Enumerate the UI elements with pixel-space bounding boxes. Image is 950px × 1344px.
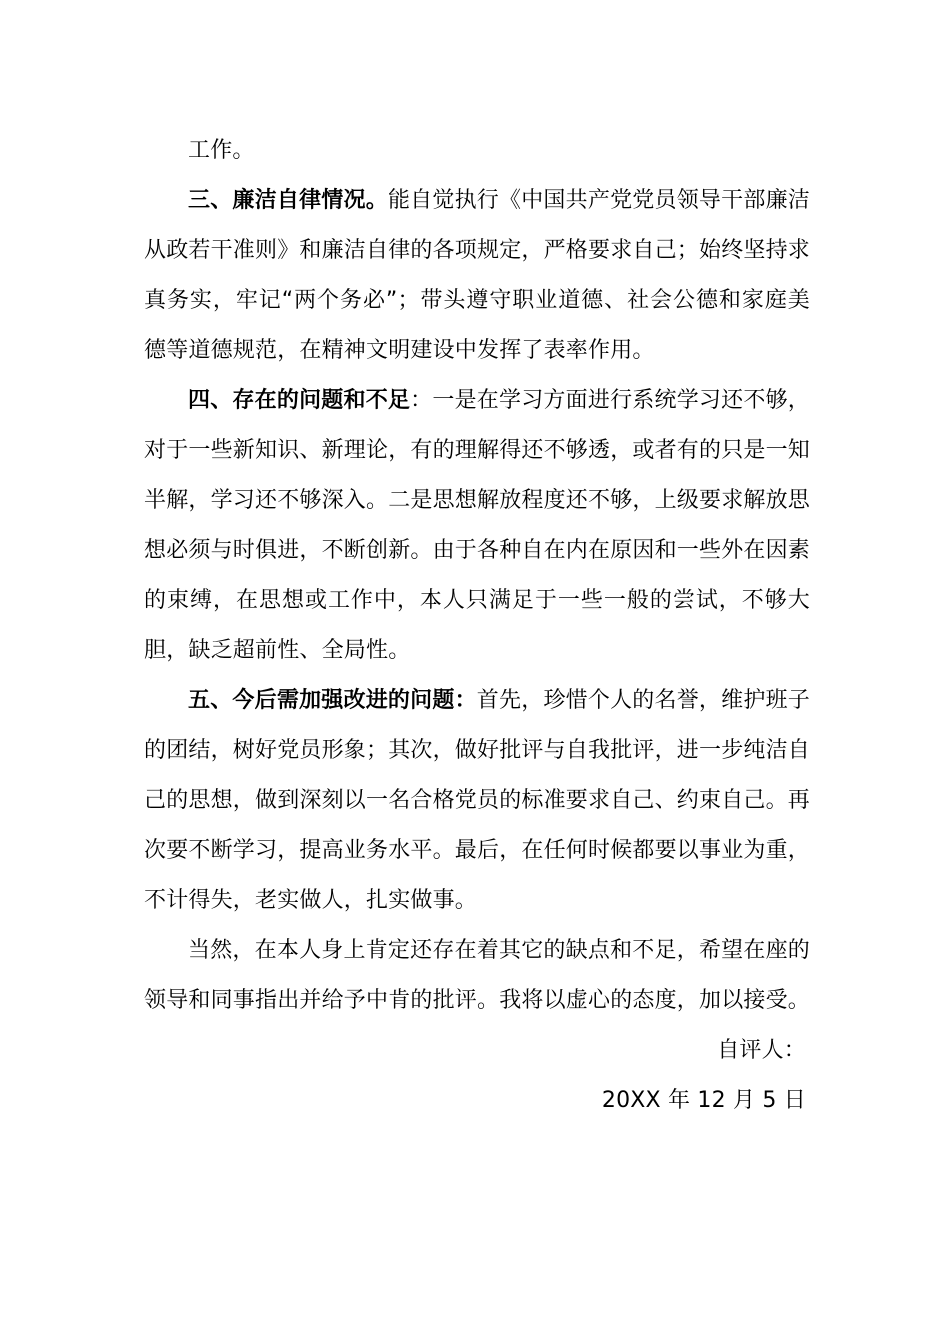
paragraph-heading: 三、廉洁自律情况。 xyxy=(188,188,388,213)
paragraph-text: 能自觉执行《中国共产党党员领导干部廉洁从政若干准则》和廉洁自律的各项规定，严格要求自己；始终坚持求真务实，牢记“两个务必”；带头遵守职业道德、社会公德和家庭美德等道德规范，在精神文明建设中发挥了表率作用。 xyxy=(144,188,811,363)
paragraph-integrity xyxy=(144,176,810,376)
signature-label: 自评人： xyxy=(717,1038,806,1063)
paragraph-text: 工作。 xyxy=(188,138,255,163)
signature-date: 20XX 年 12 月 5 日 xyxy=(601,1088,806,1113)
paragraph-heading: 四、存在的问题和不足 xyxy=(188,388,411,413)
paragraph-text: 当然，在本人身上肯定还存在着其它的缺点和不足，希望在座的领导和同事指出并给予中肯的批评。我将以虚心的态度，加以接受。 xyxy=(144,938,811,1013)
paragraph-text: ：一是在学习方面进行系统学习还不够，对于一些新知识、新理论，有的理解得还不够透，或者有的只是一知半解，学习还不够深入。二是思想解放程度还不够，上级要求解放思想必须与时俱进，不断创新。由于各种自在内在原因和一些外在因素的束缚，在思想或工作中，本人只满足于一些一般的尝试，不够大胆，缺乏超前性、全局性。 xyxy=(144,388,811,663)
document-body xyxy=(144,126,810,1126)
paragraph-problems xyxy=(144,376,810,676)
paragraph-closing xyxy=(144,926,810,1026)
paragraph-text: 首先，珍惜个人的名誉，维护班子的团结，树好党员形象；其次，做好批评与自我批评，进一步纯洁自己的思想，做到深刻以一名合格党员的标准要求自己、约束自己。再次要不断学习，提高业务水平。最后，在任何时候都要以事业为重，不计得失，老实做人，扎实做事。 xyxy=(144,688,811,913)
paragraph-improvements xyxy=(144,676,810,926)
paragraph-continuation xyxy=(144,126,810,176)
paragraph-heading: 五、今后需加强改进的问题： xyxy=(188,688,477,713)
